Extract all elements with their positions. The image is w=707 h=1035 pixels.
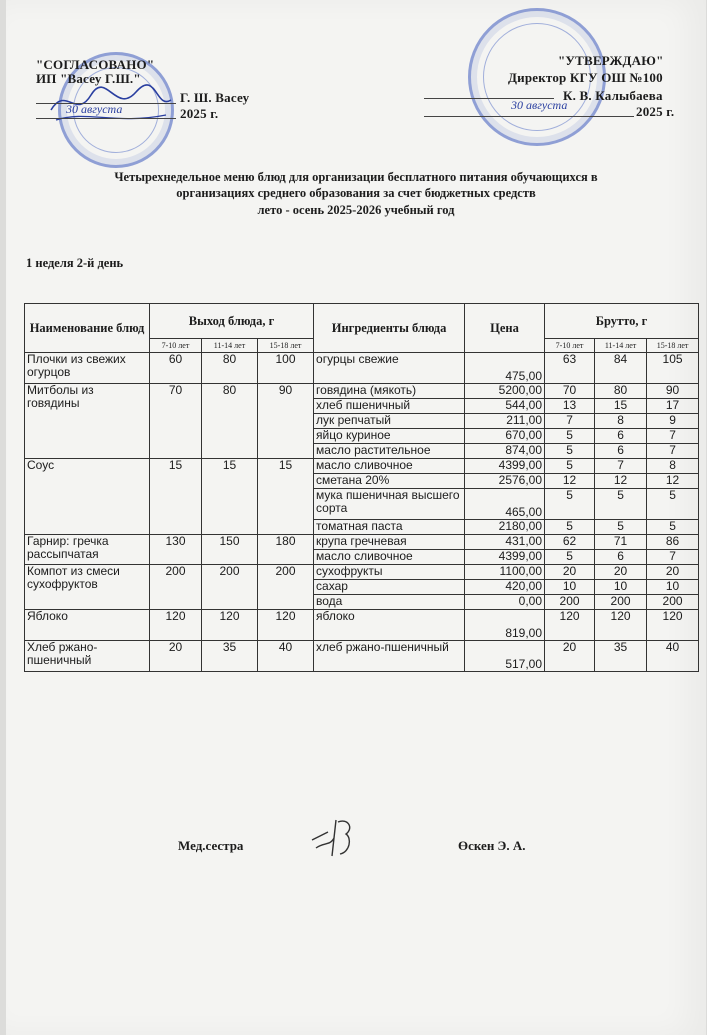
output-age2-cell: 80 (202, 384, 258, 459)
brutto-age3-cell: 105 (647, 353, 699, 384)
dish-name-cell: Митболы из говядины (25, 384, 150, 459)
output-age3-cell: 40 (258, 641, 314, 672)
brutto-age2-cell: 6 (595, 444, 647, 459)
price-cell: 819,00 (465, 610, 545, 641)
approve-name: К. В. Калыбаева (563, 88, 663, 103)
brutto-age1-cell: 70 (545, 384, 595, 399)
header-dish-name: Наименование блюд (25, 304, 150, 353)
dish-name-cell: Хлеб ржано-пшеничный (25, 641, 150, 672)
brutto-age1-cell: 63 (545, 353, 595, 384)
ingredient-name-cell: сухофрукты (314, 565, 465, 580)
brutto-age3-cell: 90 (647, 384, 699, 399)
title-line-3: лето - осень 2025-2026 учебный год (257, 203, 455, 217)
output-age3-cell: 100 (258, 353, 314, 384)
brutto-age3-cell: 86 (647, 535, 699, 550)
footer-signature (306, 812, 366, 867)
header-brutto: Брутто, г (545, 304, 699, 339)
output-age3-cell: 200 (258, 565, 314, 610)
brutto-age1-cell: 5 (545, 459, 595, 474)
price-cell: 4399,00 (465, 550, 545, 565)
brutto-age1-cell: 12 (545, 474, 595, 489)
dish-name-cell: Компот из смеси сухофруктов (25, 565, 150, 610)
ingredient-name-cell: масло сливочное (314, 550, 465, 565)
header-output-age1: 7-10 лет (150, 339, 202, 353)
output-age2-cell: 35 (202, 641, 258, 672)
price-cell: 420,00 (465, 580, 545, 595)
output-age3-cell: 90 (258, 384, 314, 459)
header-brutto-age3: 15-18 лет (647, 339, 699, 353)
ingredient-name-cell: масло растительное (314, 444, 465, 459)
output-age2-cell: 200 (202, 565, 258, 610)
brutto-age2-cell: 20 (595, 565, 647, 580)
header-output-age2: 11-14 лет (202, 339, 258, 353)
dish-name-cell: Плочки из свежих огурцов (25, 353, 150, 384)
ingredient-name-cell: хлеб ржано-пшеничный (314, 641, 465, 672)
brutto-age2-cell: 7 (595, 459, 647, 474)
brutto-age2-cell: 6 (595, 550, 647, 565)
price-cell: 1100,00 (465, 565, 545, 580)
price-cell: 670,00 (465, 429, 545, 444)
price-cell: 517,00 (465, 641, 545, 672)
price-cell: 431,00 (465, 535, 545, 550)
approve-position: Директор КГУ ОШ №100 (508, 70, 663, 85)
table-row (25, 353, 699, 384)
header-price: Цена (465, 304, 545, 353)
price-cell: 475,00 (465, 353, 545, 384)
ingredient-name-cell: говядина (мякоть) (314, 384, 465, 399)
brutto-age1-cell: 200 (545, 595, 595, 610)
ingredient-name-cell: яйцо куриное (314, 429, 465, 444)
price-cell: 211,00 (465, 414, 545, 429)
table-row (25, 535, 699, 550)
price-cell: 2576,00 (465, 474, 545, 489)
ingredient-name-cell: вода (314, 595, 465, 610)
brutto-age3-cell: 40 (647, 641, 699, 672)
brutto-age1-cell: 20 (545, 641, 595, 672)
header-brutto-age2: 11-14 лет (595, 339, 647, 353)
brutto-age2-cell: 5 (595, 489, 647, 520)
brutto-age2-cell: 5 (595, 520, 647, 535)
agreed-person: ИП "Васеу Г.Ш." (36, 71, 141, 86)
ingredient-name-cell: хлеб пшеничный (314, 399, 465, 414)
brutto-age1-cell: 10 (545, 580, 595, 595)
approve-label: "УТВЕРЖДАЮ" (558, 53, 664, 68)
header-output-age3: 15-18 лет (258, 339, 314, 353)
brutto-age3-cell: 7 (647, 550, 699, 565)
brutto-age3-cell: 200 (647, 595, 699, 610)
brutto-age1-cell: 13 (545, 399, 595, 414)
brutto-age3-cell: 17 (647, 399, 699, 414)
brutto-age3-cell: 120 (647, 610, 699, 641)
table-row (25, 459, 699, 474)
price-cell: 0,00 (465, 595, 545, 610)
output-age1-cell: 60 (150, 353, 202, 384)
brutto-age3-cell: 7 (647, 444, 699, 459)
output-age3-cell: 15 (258, 459, 314, 535)
brutto-age2-cell: 120 (595, 610, 647, 641)
brutto-age3-cell: 5 (647, 489, 699, 520)
dish-name-cell: Яблоко (25, 610, 150, 641)
brutto-age1-cell: 7 (545, 414, 595, 429)
ingredient-name-cell: яблоко (314, 610, 465, 641)
ingredient-name-cell: сахар (314, 580, 465, 595)
ingredient-name-cell: сметана 20% (314, 474, 465, 489)
price-cell: 544,00 (465, 399, 545, 414)
table-row (25, 610, 699, 641)
dish-name-cell: Соус (25, 459, 150, 535)
dish-name-cell: Гарнир: гречка рассыпчатая (25, 535, 150, 565)
output-age1-cell: 20 (150, 641, 202, 672)
day-label: 1 неделя 2-й день (26, 256, 124, 270)
header-output: Выход блюда, г (150, 304, 314, 339)
price-cell: 4399,00 (465, 459, 545, 474)
menu-table (24, 303, 699, 672)
price-cell: 2180,00 (465, 520, 545, 535)
ingredient-name-cell: томатная паста (314, 520, 465, 535)
price-cell: 465,00 (465, 489, 545, 520)
approve-date: 30 августа (511, 98, 568, 112)
ingredient-name-cell: мука пшеничная высшего сорта (314, 489, 465, 520)
output-age3-cell: 180 (258, 535, 314, 565)
ingredient-name-cell: крупа гречневая (314, 535, 465, 550)
brutto-age3-cell: 12 (647, 474, 699, 489)
brutto-age1-cell: 5 (545, 429, 595, 444)
brutto-age2-cell: 35 (595, 641, 647, 672)
brutto-age3-cell: 5 (647, 520, 699, 535)
footer-name: Өскен Э. А. (458, 838, 526, 853)
brutto-age1-cell: 5 (545, 520, 595, 535)
brutto-age2-cell: 71 (595, 535, 647, 550)
header-ingredients: Ингредиенты блюда (314, 304, 465, 353)
agreed-date: 30 августа (66, 102, 123, 116)
brutto-age2-cell: 84 (595, 353, 647, 384)
output-age1-cell: 15 (150, 459, 202, 535)
brutto-age2-cell: 8 (595, 414, 647, 429)
brutto-age1-cell: 120 (545, 610, 595, 641)
table-row (25, 565, 699, 580)
title-line-2: организациях среднего образования за счет бюджетных средств (176, 186, 536, 200)
output-age2-cell: 120 (202, 610, 258, 641)
price-cell: 5200,00 (465, 384, 545, 399)
table-row (25, 641, 699, 672)
brutto-age1-cell: 62 (545, 535, 595, 550)
brutto-age3-cell: 10 (647, 580, 699, 595)
brutto-age3-cell: 9 (647, 414, 699, 429)
brutto-age2-cell: 15 (595, 399, 647, 414)
ingredient-name-cell: масло сливочное (314, 459, 465, 474)
output-age1-cell: 70 (150, 384, 202, 459)
output-age2-cell: 80 (202, 353, 258, 384)
brutto-age1-cell: 5 (545, 489, 595, 520)
brutto-age3-cell: 20 (647, 565, 699, 580)
brutto-age1-cell: 5 (545, 550, 595, 565)
approve-year: 2025 г. (636, 104, 675, 119)
output-age3-cell: 120 (258, 610, 314, 641)
brutto-age1-cell: 5 (545, 444, 595, 459)
title-line-1: Четырехнедельное меню блюд для организации бесплатного питания обучающихся в (114, 170, 598, 184)
brutto-age2-cell: 6 (595, 429, 647, 444)
price-cell: 874,00 (465, 444, 545, 459)
brutto-age3-cell: 8 (647, 459, 699, 474)
agreed-year: 2025 г. (180, 106, 219, 121)
output-age1-cell: 130 (150, 535, 202, 565)
output-age1-cell: 200 (150, 565, 202, 610)
agreed-name: Г. Ш. Васеу (180, 90, 250, 105)
brutto-age2-cell: 200 (595, 595, 647, 610)
output-age2-cell: 150 (202, 535, 258, 565)
agreed-label: "СОГЛАСОВАНО" (36, 57, 155, 72)
brutto-age1-cell: 20 (545, 565, 595, 580)
document-page (6, 0, 706, 1035)
brutto-age2-cell: 10 (595, 580, 647, 595)
brutto-age2-cell: 80 (595, 384, 647, 399)
ingredient-name-cell: огурцы свежие (314, 353, 465, 384)
output-age2-cell: 15 (202, 459, 258, 535)
brutto-age3-cell: 7 (647, 429, 699, 444)
brutto-age2-cell: 12 (595, 474, 647, 489)
table-row (25, 384, 699, 399)
footer-position: Мед.сестра (178, 838, 244, 853)
ingredient-name-cell: лук репчатый (314, 414, 465, 429)
header-brutto-age1: 7-10 лет (545, 339, 595, 353)
output-age1-cell: 120 (150, 610, 202, 641)
